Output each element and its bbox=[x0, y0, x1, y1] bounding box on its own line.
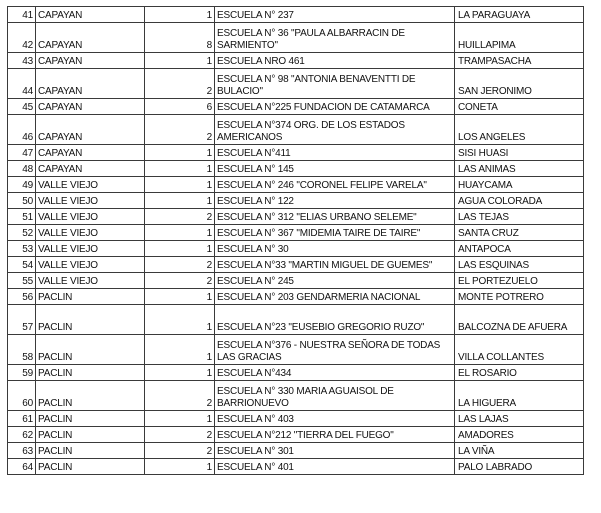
department-cell: VALLE VIEJO bbox=[36, 257, 145, 273]
department-cell: PACLIN bbox=[36, 381, 145, 411]
row-number-cell: 47 bbox=[8, 145, 36, 161]
department-cell: CAPAYAN bbox=[36, 53, 145, 69]
locality-cell: HUAYCAMA bbox=[455, 177, 584, 193]
department-cell: VALLE VIEJO bbox=[36, 193, 145, 209]
locality-cell: VILLA COLLANTES bbox=[455, 335, 584, 365]
department-cell: VALLE VIEJO bbox=[36, 177, 145, 193]
school-cell: ESCUELA N°411 bbox=[215, 145, 455, 161]
row-number-cell: 64 bbox=[8, 459, 36, 475]
table-body bbox=[8, 7, 584, 475]
school-cell: ESCUELA N° 330 MARIA AGUAISOL DE BARRIONUEVO bbox=[215, 381, 455, 411]
school-cell: ESCUELA N° 203 GENDARMERIA NACIONAL bbox=[215, 289, 455, 305]
row-number-cell: 42 bbox=[8, 23, 36, 53]
table-row bbox=[8, 443, 584, 459]
units-cell: 1 bbox=[145, 161, 215, 177]
school-cell: ESCUELA N° 36 "PAULA ALBARRACIN DE SARMIENTO" bbox=[215, 23, 455, 53]
school-cell: ESCUELA N°374 ORG. DE LOS ESTADOS AMERICANOS bbox=[215, 115, 455, 145]
school-cell: ESCUELA N°225 FUNDACION DE CATAMARCA bbox=[215, 99, 455, 115]
locality-cell: LA HIGUERA bbox=[455, 381, 584, 411]
table-row bbox=[8, 225, 584, 241]
locality-cell: ANTAPOCA bbox=[455, 241, 584, 257]
table-row bbox=[8, 69, 584, 99]
department-cell: CAPAYAN bbox=[36, 7, 145, 23]
units-cell: 2 bbox=[145, 209, 215, 225]
locality-cell: PALO LABRADO bbox=[455, 459, 584, 475]
table-row bbox=[8, 289, 584, 305]
row-number-cell: 45 bbox=[8, 99, 36, 115]
department-cell: CAPAYAN bbox=[36, 145, 145, 161]
units-cell: 1 bbox=[145, 459, 215, 475]
units-cell: 2 bbox=[145, 257, 215, 273]
row-number-cell: 53 bbox=[8, 241, 36, 257]
units-cell: 2 bbox=[145, 115, 215, 145]
row-number-cell: 51 bbox=[8, 209, 36, 225]
locality-cell: LAS ESQUINAS bbox=[455, 257, 584, 273]
units-cell: 1 bbox=[145, 53, 215, 69]
department-cell: VALLE VIEJO bbox=[36, 225, 145, 241]
units-cell: 2 bbox=[145, 273, 215, 289]
table-row bbox=[8, 193, 584, 209]
table-row bbox=[8, 241, 584, 257]
units-cell: 1 bbox=[145, 335, 215, 365]
table-row bbox=[8, 411, 584, 427]
units-cell: 1 bbox=[145, 305, 215, 335]
school-cell: ESCUELA N° 245 bbox=[215, 273, 455, 289]
units-cell: 2 bbox=[145, 427, 215, 443]
row-number-cell: 48 bbox=[8, 161, 36, 177]
locality-cell: AGUA COLORADA bbox=[455, 193, 584, 209]
row-number-cell: 57 bbox=[8, 305, 36, 335]
schools-sheet bbox=[7, 6, 583, 475]
table-row bbox=[8, 273, 584, 289]
units-cell: 1 bbox=[145, 177, 215, 193]
locality-cell: LA PARAGUAYA bbox=[455, 7, 584, 23]
department-cell: VALLE VIEJO bbox=[36, 241, 145, 257]
row-number-cell: 56 bbox=[8, 289, 36, 305]
units-cell: 1 bbox=[145, 411, 215, 427]
row-number-cell: 52 bbox=[8, 225, 36, 241]
school-cell: ESCUELA N°33 "MARTIN MIGUEL DE GUEMES" bbox=[215, 257, 455, 273]
row-number-cell: 50 bbox=[8, 193, 36, 209]
table-row bbox=[8, 145, 584, 161]
locality-cell: TRAMPASACHA bbox=[455, 53, 584, 69]
row-number-cell: 55 bbox=[8, 273, 36, 289]
table-row bbox=[8, 335, 584, 365]
locality-cell: LA VIÑA bbox=[455, 443, 584, 459]
row-number-cell: 49 bbox=[8, 177, 36, 193]
row-number-cell: 60 bbox=[8, 381, 36, 411]
department-cell: PACLIN bbox=[36, 427, 145, 443]
units-cell: 2 bbox=[145, 381, 215, 411]
units-cell: 1 bbox=[145, 289, 215, 305]
table-row bbox=[8, 177, 584, 193]
locality-cell: EL PORTEZUELO bbox=[455, 273, 584, 289]
locality-cell: SANTA CRUZ bbox=[455, 225, 584, 241]
row-number-cell: 61 bbox=[8, 411, 36, 427]
school-cell: ESCUELA N°434 bbox=[215, 365, 455, 381]
department-cell: PACLIN bbox=[36, 443, 145, 459]
row-number-cell: 62 bbox=[8, 427, 36, 443]
row-number-cell: 58 bbox=[8, 335, 36, 365]
department-cell: CAPAYAN bbox=[36, 115, 145, 145]
row-number-cell: 46 bbox=[8, 115, 36, 145]
school-cell: ESCUELA N° 301 bbox=[215, 443, 455, 459]
school-cell: ESCUELA N° 145 bbox=[215, 161, 455, 177]
table-row bbox=[8, 115, 584, 145]
units-cell: 1 bbox=[145, 193, 215, 209]
row-number-cell: 41 bbox=[8, 7, 36, 23]
row-number-cell: 59 bbox=[8, 365, 36, 381]
school-cell: ESCUELA N° 98 "ANTONIA BENAVENTTI DE BULACIO" bbox=[215, 69, 455, 99]
units-cell: 1 bbox=[145, 7, 215, 23]
locality-cell: SAN JERONIMO bbox=[455, 69, 584, 99]
department-cell: VALLE VIEJO bbox=[36, 273, 145, 289]
table-row bbox=[8, 257, 584, 273]
table-row bbox=[8, 459, 584, 475]
row-number-cell: 44 bbox=[8, 69, 36, 99]
locality-cell: BALCOZNA DE AFUERA bbox=[455, 305, 584, 335]
row-number-cell: 43 bbox=[8, 53, 36, 69]
school-cell: ESCUELA N°376 - NUESTRA SEÑORA DE TODAS LAS GRACIAS bbox=[215, 335, 455, 365]
units-cell: 8 bbox=[145, 23, 215, 53]
department-cell: CAPAYAN bbox=[36, 161, 145, 177]
department-cell: CAPAYAN bbox=[36, 69, 145, 99]
locality-cell: SISI HUASI bbox=[455, 145, 584, 161]
school-cell: ESCUELA N° 30 bbox=[215, 241, 455, 257]
table-row bbox=[8, 365, 584, 381]
locality-cell: LAS LAJAS bbox=[455, 411, 584, 427]
school-cell: ESCUELA N° 403 bbox=[215, 411, 455, 427]
department-cell: VALLE VIEJO bbox=[36, 209, 145, 225]
units-cell: 6 bbox=[145, 99, 215, 115]
units-cell: 1 bbox=[145, 145, 215, 161]
school-cell: ESCUELA N° 401 bbox=[215, 459, 455, 475]
locality-cell: CONETA bbox=[455, 99, 584, 115]
department-cell: CAPAYAN bbox=[36, 23, 145, 53]
school-cell: ESCUELA N°23 "EUSEBIO GREGORIO RUZO" bbox=[215, 305, 455, 335]
row-number-cell: 54 bbox=[8, 257, 36, 273]
locality-cell: AMADORES bbox=[455, 427, 584, 443]
locality-cell: LAS TEJAS bbox=[455, 209, 584, 225]
table-row bbox=[8, 53, 584, 69]
table-row bbox=[8, 427, 584, 443]
department-cell: CAPAYAN bbox=[36, 99, 145, 115]
locality-cell: EL ROSARIO bbox=[455, 365, 584, 381]
locality-cell: MONTE POTRERO bbox=[455, 289, 584, 305]
school-cell: ESCUELA N° 367 "MIDEMIA TAIRE DE TAIRE" bbox=[215, 225, 455, 241]
school-cell: ESCUELA N° 237 bbox=[215, 7, 455, 23]
units-cell: 1 bbox=[145, 241, 215, 257]
school-cell: ESCUELA N° 312 "ELIAS URBANO SELEME" bbox=[215, 209, 455, 225]
school-cell: ESCUELA N° 246 "CORONEL FELIPE VARELA" bbox=[215, 177, 455, 193]
units-cell: 1 bbox=[145, 365, 215, 381]
department-cell: PACLIN bbox=[36, 289, 145, 305]
school-cell: ESCUELA NRO 461 bbox=[215, 53, 455, 69]
school-cell: ESCUELA N°212 "TIERRA DEL FUEGO" bbox=[215, 427, 455, 443]
school-cell: ESCUELA N° 122 bbox=[215, 193, 455, 209]
department-cell: PACLIN bbox=[36, 459, 145, 475]
department-cell: PACLIN bbox=[36, 335, 145, 365]
table-row bbox=[8, 7, 584, 23]
table-row bbox=[8, 99, 584, 115]
units-cell: 2 bbox=[145, 69, 215, 99]
locality-cell: LAS ANIMAS bbox=[455, 161, 584, 177]
row-number-cell: 63 bbox=[8, 443, 36, 459]
schools-table bbox=[7, 6, 584, 475]
units-cell: 1 bbox=[145, 225, 215, 241]
table-row bbox=[8, 23, 584, 53]
table-row bbox=[8, 305, 584, 335]
department-cell: PACLIN bbox=[36, 305, 145, 335]
units-cell: 2 bbox=[145, 443, 215, 459]
department-cell: PACLIN bbox=[36, 365, 145, 381]
table-row bbox=[8, 381, 584, 411]
locality-cell: HUILLAPIMA bbox=[455, 23, 584, 53]
table-row bbox=[8, 161, 584, 177]
locality-cell: LOS ANGELES bbox=[455, 115, 584, 145]
department-cell: PACLIN bbox=[36, 411, 145, 427]
table-row bbox=[8, 209, 584, 225]
